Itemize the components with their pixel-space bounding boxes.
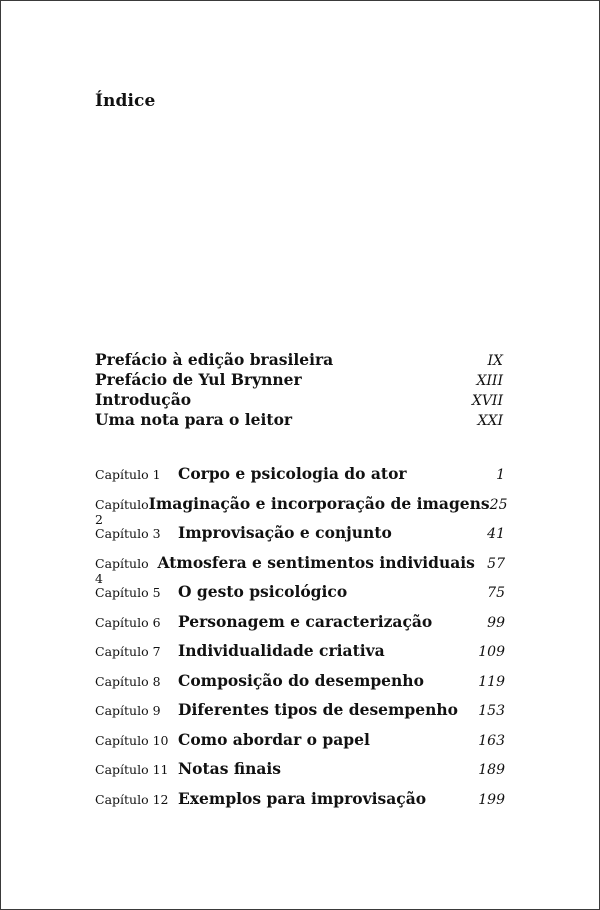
chapter-page: 75 [487, 585, 505, 601]
front-matter-list [95, 350, 503, 430]
toc-entry-front-matter [95, 350, 503, 370]
toc-entry-front-matter [95, 410, 503, 430]
chapter-label: Capítulo 1 [95, 467, 161, 482]
chapter-page: 199 [478, 791, 505, 808]
toc-entry-chapter [95, 641, 505, 671]
chapter-label: Capítulo 3 [95, 526, 161, 541]
toc-entry-chapter [95, 759, 505, 789]
chapter-title: Corpo e psicologia do ator [178, 464, 407, 483]
toc-entry-chapter [95, 523, 505, 553]
chapter-label: Capítulo 11 [95, 762, 169, 777]
chapter-page: 99 [487, 614, 505, 631]
chapter-label: Capítulo 12 [95, 791, 169, 807]
chapter-label: Capítulo 4 [95, 555, 149, 586]
chapter-page: 1 [496, 467, 505, 483]
chapter-page: 25 [489, 496, 508, 513]
entry-title: Introdução [95, 390, 192, 409]
chapter-title: Diferentes tipos de desempenho [178, 700, 459, 719]
chapter-label: Capítulo 6 [95, 614, 161, 630]
toc-entry-front-matter [95, 370, 503, 390]
chapter-title: Exemplos para improvisação [178, 788, 427, 808]
toc-entry-chapter [95, 612, 505, 642]
chapter-label: Capítulo 10 [95, 732, 169, 748]
chapter-label: Capítulo 9 [95, 703, 161, 718]
chapter-page: 41 [487, 526, 505, 542]
chapter-label: Capítulo 8 [95, 673, 161, 689]
chapter-page: 57 [487, 555, 505, 572]
toc-entry-chapter [95, 464, 505, 494]
entry-title: Uma nota para o leitor [95, 410, 293, 429]
toc-entry-chapter [95, 730, 505, 760]
chapter-page: 153 [478, 703, 505, 719]
chapter-title: Como abordar o papel [178, 729, 370, 749]
entry-title: Prefácio à edição brasileira [95, 350, 334, 369]
toc-entry-chapter [95, 789, 505, 819]
chapter-label: Capítulo 7 [95, 644, 161, 659]
toc-entry-chapter [95, 671, 505, 701]
chapter-title: Individualidade criativa [178, 641, 385, 660]
chapter-title: Notas finais [178, 759, 282, 778]
entry-page: XXI [477, 413, 503, 429]
chapter-page: 109 [478, 644, 505, 660]
entry-page: IX [487, 353, 503, 369]
chapter-title: O gesto psicológico [178, 582, 348, 601]
chapter-page: 119 [478, 673, 505, 690]
entry-page: XVII [471, 393, 503, 409]
entry-page: XIII [476, 373, 503, 389]
chapter-title: Atmosfera e sentimentos individuais [157, 552, 475, 572]
chapter-title: Improvisação e conjunto [178, 523, 392, 542]
chapter-page: 189 [478, 762, 505, 778]
toc-entry-chapter [95, 700, 505, 730]
entry-title: Prefácio de Yul Brynner [95, 370, 302, 389]
chapter-label: Capítulo 5 [95, 585, 161, 600]
toc-entry-chapter [95, 552, 505, 586]
chapter-page: 163 [478, 732, 505, 749]
chapter-title: Personagem e caracterização [178, 611, 433, 631]
page-title: Índice [95, 91, 156, 111]
chapter-label: Capítulo 2 [95, 496, 149, 527]
toc-entry-chapter [95, 582, 505, 612]
chapter-title: Composição do desempenho [178, 670, 424, 690]
chapter-title: Imaginação e incorporação de imagens [148, 493, 490, 513]
chapter-list [95, 464, 508, 818]
toc-entry-chapter [95, 493, 508, 527]
toc-entry-front-matter [95, 390, 503, 410]
